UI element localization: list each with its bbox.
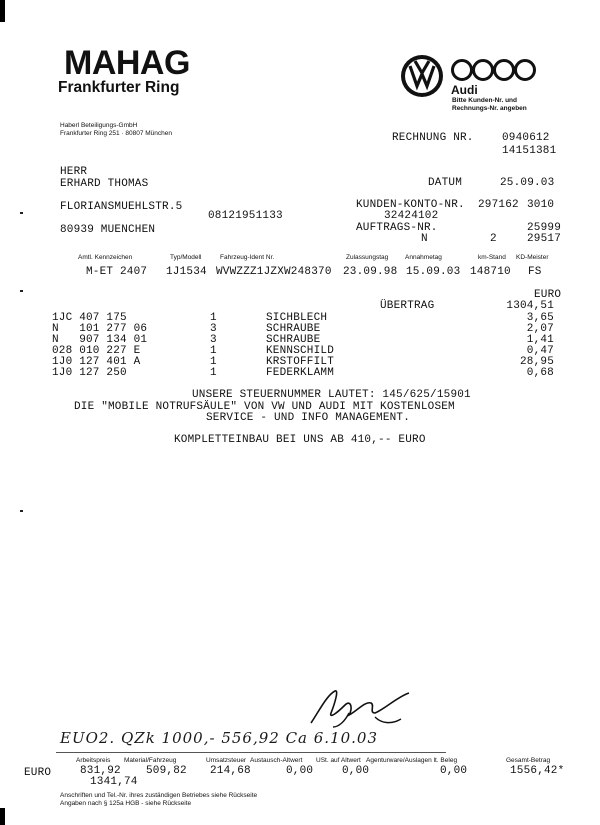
item-price: 3,65 — [526, 312, 554, 324]
audi-label: Audi — [451, 83, 478, 97]
totals-header-agency: Agenturware/Auslagen lt. Beleg — [366, 757, 458, 764]
item-description: KENNSCHILD — [266, 345, 335, 357]
totals-header-material: Material/Fahrzeug — [124, 757, 177, 764]
customer-name: ERHARD THOMAS — [60, 178, 149, 190]
customer-phone: 08121951133 — [208, 210, 283, 222]
date-value: 25.09.03 — [500, 177, 555, 189]
item-description: SICHBLECH — [266, 312, 328, 324]
signature — [305, 683, 415, 731]
mobility-note-line1: DIE "MOBILE NOTRUFSÄULE" VON VW UND AUDI MIT KOSTENLOSEM — [74, 401, 455, 413]
scan-speck — [20, 510, 23, 512]
company-logo: MAHAG — [64, 44, 190, 82]
customer-street: FLORIANSMUEHLSTR.5 — [60, 201, 183, 213]
order-line2-mid: 2 — [490, 233, 497, 245]
total-exchange: 0,00 — [286, 765, 314, 777]
vehicle-header-registration: Zulassungstag — [346, 254, 389, 261]
item-price: 1,41 — [526, 334, 554, 346]
audi-note-line1: Bitte Kunden-Nr. und — [452, 97, 517, 104]
scan-speck — [20, 212, 23, 214]
order-value: 25999 — [527, 222, 562, 234]
installation-note: KOMPLETTEINBAU BEI UNS AB 410,-- EURO — [174, 434, 426, 446]
vehicle-header-plate: Amtl. Kennzeichen — [78, 254, 133, 261]
item-price: 0,68 — [526, 367, 554, 379]
order-label: AUFTRAGS-NR. — [356, 222, 438, 234]
item-part-number: N 101 277 06 — [52, 323, 148, 335]
vehicle-header-master: KD-Meister — [516, 254, 549, 261]
tax-number-note: UNSERE STEUERNUMMER LAUTET: 145/625/15901 — [192, 389, 471, 401]
vehicle-header-vin: Fahrzeug-Ident Nr. — [220, 254, 275, 261]
item-description: SCHRAUBE — [266, 323, 321, 335]
total-vat: 214,68 — [210, 765, 251, 777]
vehicle-type: 1J1534 — [166, 266, 207, 278]
totals-header-total: Gesamt-Betrag — [506, 757, 551, 764]
currency-label: EURO — [534, 289, 562, 301]
account-sub: 32424102 — [384, 210, 439, 222]
item-price: 2,07 — [526, 323, 554, 335]
item-part-number: 028 010 227 E — [52, 345, 141, 357]
vehicle-header-intake: Annahmetag — [405, 254, 442, 261]
item-description: FEDERKLAMM — [266, 367, 335, 379]
vehicle-header-type: Typ/Modell — [170, 254, 202, 261]
item-quantity: 1 — [210, 345, 217, 357]
handwritten-payment-note: EUO2. QZk 1000,- 556,92 Ca 6.10.03 — [60, 729, 379, 747]
invoice-label: RECHNUNG NR. — [392, 132, 474, 144]
grand-total: 1556,42* — [510, 765, 565, 777]
item-quantity: 3 — [210, 323, 217, 335]
item-description: KRSTOFFILT — [266, 356, 335, 368]
item-quantity: 1 — [210, 312, 217, 324]
item-quantity: 3 — [210, 334, 217, 346]
date-label: DATUM — [428, 177, 463, 189]
scan-speck — [20, 290, 23, 292]
item-part-number: N 907 134 01 — [52, 334, 148, 346]
sender-line2: Frankfurter Ring 251 · 80807 München — [60, 130, 173, 137]
total-vat-old: 0,00 — [342, 765, 370, 777]
item-description: SCHRAUBE — [266, 334, 321, 346]
invoice-number2: 14151381 — [502, 145, 557, 157]
vw-logo-icon — [400, 54, 444, 98]
sender-line1: Haberl Beteiligungs-GmbH — [60, 122, 138, 129]
customer-city: 80939 MUENCHEN — [60, 224, 156, 236]
totals-header-vat-old: USt. auf Altwert — [316, 757, 361, 764]
item-price: 28,95 — [519, 356, 554, 368]
account-number: 297162 — [478, 199, 519, 211]
vehicle-intake-date: 15.09.03 — [406, 266, 461, 278]
audi-note-line2: Rechnungs-Nr. angeben — [452, 105, 527, 112]
vehicle-header-mileage: km-Stand — [478, 254, 506, 261]
totals-header-exchange: Austausch-Altwert — [250, 757, 303, 764]
mobility-note-line2: SERVICE - UND INFO MANAGEMENT. — [206, 412, 411, 424]
total-material: 509,82 — [146, 765, 187, 777]
item-part-number: 1J0 127 250 — [52, 367, 127, 379]
customer-salutation: HERR — [60, 166, 88, 178]
vehicle-vin: WVWZZZ1JZXW248370 — [216, 266, 332, 278]
order-line2-left: N — [421, 233, 428, 245]
carryover-label: ÜBERTRAG — [380, 300, 435, 312]
item-part-number: 1JC 407 175 — [52, 312, 127, 324]
account-extra: 3010 — [527, 199, 555, 211]
net-subtotal: 1341,74 — [90, 776, 138, 788]
audi-rings-icon — [450, 58, 540, 82]
scan-edge-mark — [0, 0, 5, 22]
total-labor: 831,92 — [80, 765, 121, 777]
item-price: 0,47 — [526, 345, 554, 357]
order-line2-right: 29517 — [527, 233, 562, 245]
item-part-number: 1J0 127 401 A — [52, 356, 141, 368]
totals-currency: EURO — [24, 767, 52, 779]
scan-edge-mark — [0, 808, 5, 825]
handwriting-underline — [56, 752, 446, 753]
account-label: KUNDEN-KONTO-NR. — [356, 199, 465, 211]
footer-line1: Anschriften und Tel.-Nr. ihres zuständigen Betriebes siehe Rückseite — [60, 792, 258, 799]
vehicle-master: FS — [528, 266, 542, 278]
totals-header-labor: Arbeitspreis — [76, 757, 111, 764]
vehicle-mileage: 148710 — [470, 266, 511, 278]
carryover-value: 1304,51 — [506, 300, 554, 312]
invoice-number: 0940612 — [502, 132, 550, 144]
vehicle-registration-date: 23.09.98 — [343, 266, 398, 278]
total-agency: 0,00 — [440, 765, 468, 777]
item-quantity: 1 — [210, 367, 217, 379]
footer-line2: Angaben nach § 125a HGB - siehe Rückseite — [60, 800, 192, 807]
item-quantity: 1 — [210, 356, 217, 368]
company-subtitle: Frankfurter Ring — [58, 79, 180, 96]
vehicle-plate: M-ET 2407 — [86, 266, 148, 278]
totals-header-vat: Umsatzsteuer — [206, 757, 247, 764]
